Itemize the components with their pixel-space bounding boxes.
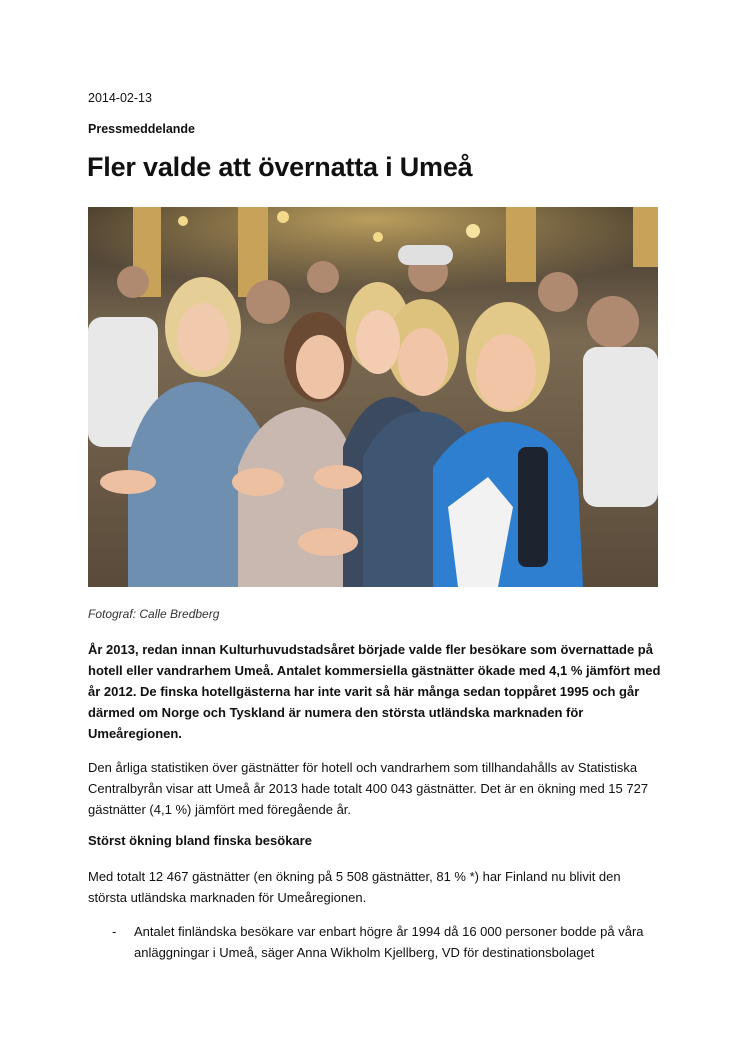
quote-text: Antalet finländska besökare var enbart högre år 1994 då 16 000 personer bodde på våra anläggningar i Umeå, säger Anna Wikholm Kjellberg, VD för destinationsbolaget <box>134 924 644 960</box>
crowd-photo <box>88 207 658 587</box>
page-title: Fler valde att övernatta i Umeå <box>87 152 473 182</box>
body-paragraph-1: Den årliga statistiken över gästnätter för hotell och vandrarhem som tillhandahålls av Statistiska Centralbyrån visar att Umeå år 2013 hade totalt 400 043 gästnätter. Det är en ökning med 15 727 gästnätter (4,1 %) jämfört med föregående år. <box>88 760 649 817</box>
document-type: Pressmeddelande <box>88 122 195 136</box>
body-paragraph-2: Med totalt 12 467 gästnätter (en ökning på 5 508 gästnätter, 81 % *) har Finland nu blivit den största utländska marknaden för Umeåregionen. <box>88 869 621 905</box>
section-subheading: Störst ökning bland finska besökare <box>88 833 312 848</box>
crowd-photo-illustration <box>88 207 658 587</box>
photo-caption: Fotograf: Calle Bredberg <box>88 607 220 621</box>
lead-paragraph: År 2013, redan innan Kulturhuvudstadsåret började valde fler besökare som övernattade på hotell eller vandrarhem Umeå. Antalet kommersiella gästnätter ökade med 4,1 % jämfört med år 2012. De finska hotellgästerna har inte varit så här många sedan toppåret 1995 och går därmed om Norge och Tyskland är numera den största utländska marknaden för Umeåregionen. <box>88 642 661 741</box>
list-marker: - <box>112 924 117 939</box>
press-date: 2014-02-13 <box>88 91 152 105</box>
